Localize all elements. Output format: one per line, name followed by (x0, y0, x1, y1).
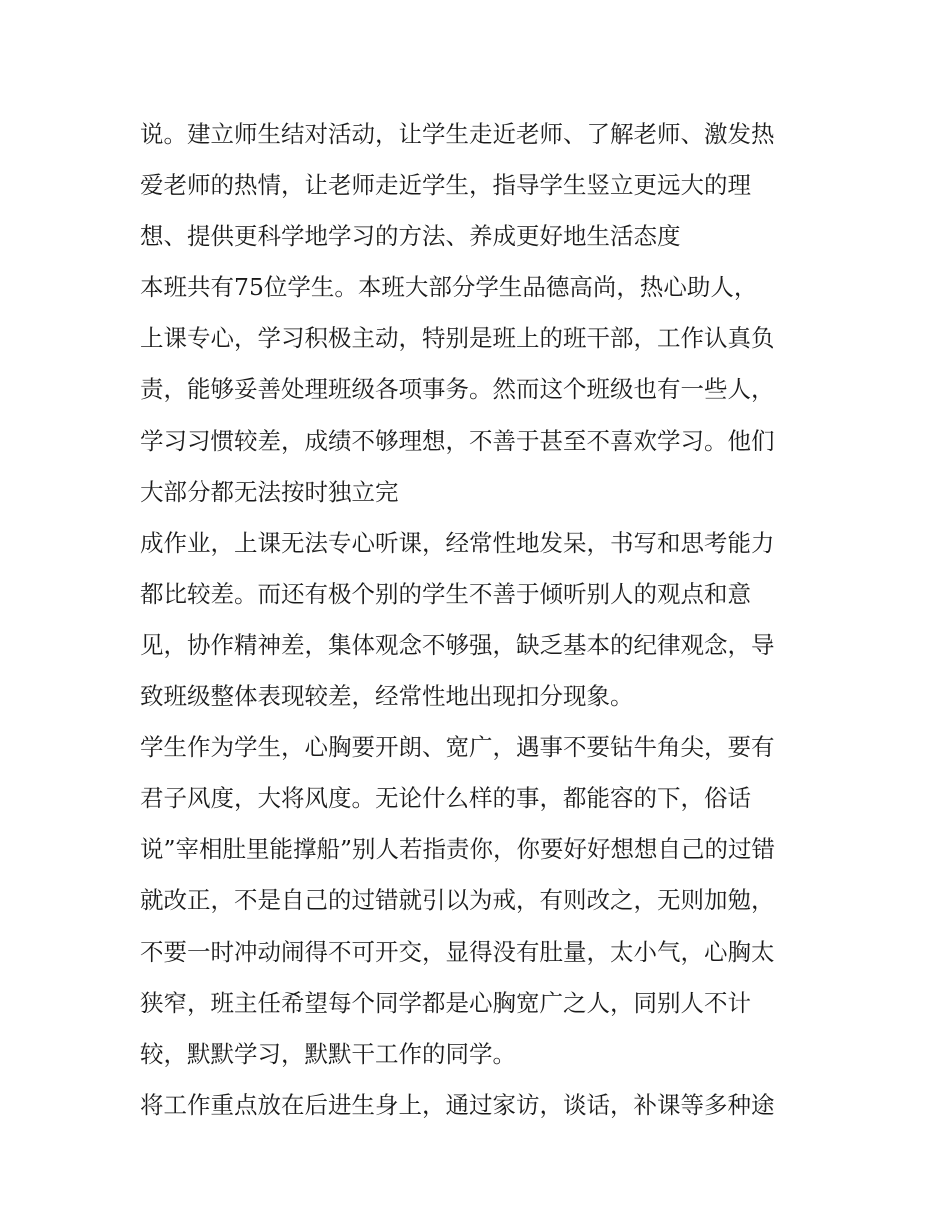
text-line: 较，默默学习，默默干工作的同学。 (140, 1039, 516, 1068)
text-line: 大部分都无法按时独立完 (140, 477, 399, 506)
text-line: 本班共有75位学生。本班大部分学生品德高尚，热心助人， (140, 273, 758, 302)
text-line: 爱老师的热情，让老师走近学生，指导学生竖立更远大的理 (140, 171, 751, 200)
text-line: 说。建立师生结对活动，让学生走近老师、了解老师、激发热 (140, 120, 775, 148)
text-line: 不要一时冲动闹得不可开交，显得没有肚量，太小气，心胸太 (140, 937, 775, 966)
text-line: 君子风度，大将风度。无论什么样的事，都能容的下，俗话 (140, 784, 751, 813)
text-line: 上课专心，学习积极主动，特别是班上的班干部，工作认真负 (140, 324, 775, 353)
text-line: 狭窄，班主任希望每个同学都是心胸宽广之人，同别人不计 (140, 988, 751, 1017)
text-line: 将工作重点放在后进生身上，通过家访，谈话，补课等多种途 (140, 1090, 775, 1119)
text-line: 致班级整体表现较差，经常性地出现扣分现象。 (140, 682, 634, 711)
text-line: 成作业，上课无法专心听课，经常性地发呆，书写和思考能力 (140, 528, 775, 557)
document-body (140, 109, 820, 1131)
text-line: 学生作为学生，心胸要开朗、宽广，遇事不要钻牛角尖，要有 (140, 733, 775, 762)
text-line: 就改正，不是自己的过错就引以为戒，有则改之，无则加勉， (140, 886, 775, 915)
text-line: 责，能够妥善处理班级各项事务。然而这个班级也有一些人， (140, 375, 775, 404)
text-line: 见，协作精神差，集体观念不够强，缺乏基本的纪律观念，导 (140, 630, 775, 659)
text-line: 学习习惯较差，成绩不够理想，不善于甚至不喜欢学习。他们 (140, 426, 775, 455)
text-line: 都比较差。而还有极个别的学生不善于倾听别人的观点和意 (140, 579, 751, 608)
text-line: 想、提供更科学地学习的方法、养成更好地生活态度 (140, 222, 681, 251)
text-line: 说”宰相肚里能撑船”别人若指责你，你要好好想想自己的过错 (140, 835, 776, 864)
